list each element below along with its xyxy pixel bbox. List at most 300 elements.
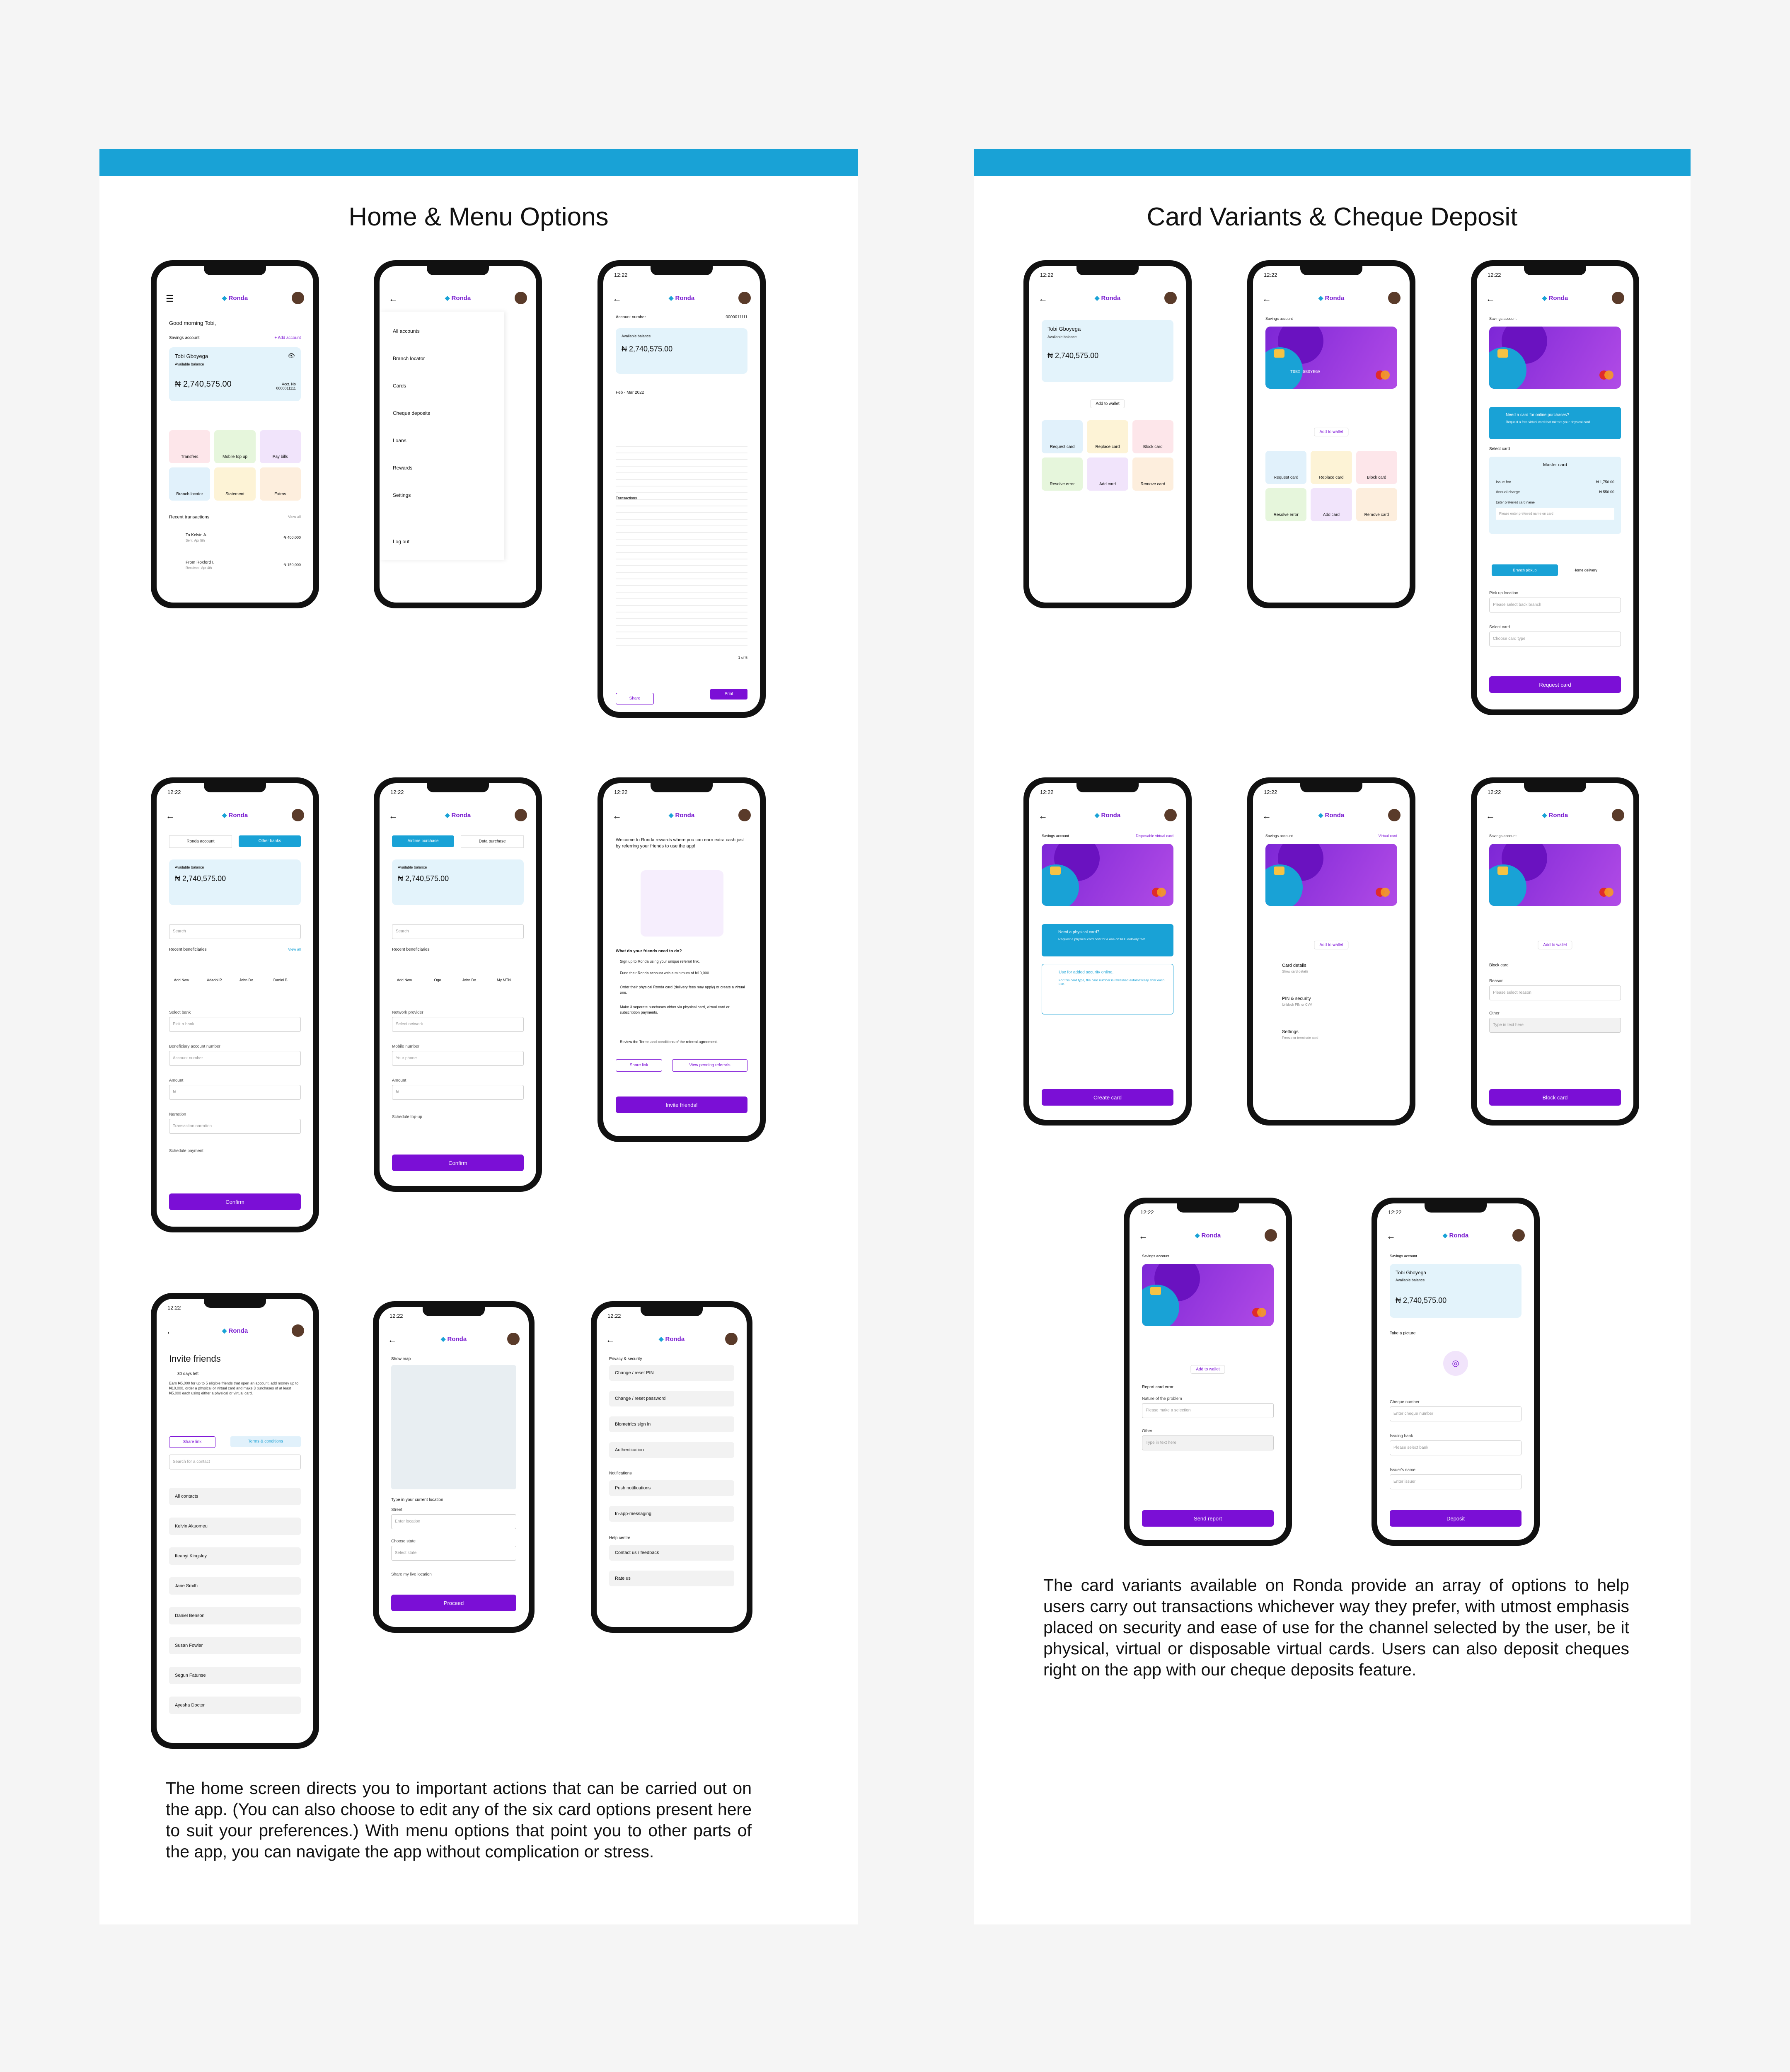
- phone-cheque-deposit: [1372, 1198, 1540, 1546]
- contact-row[interactable]: [169, 1697, 301, 1714]
- contact-row[interactable]: [169, 1607, 301, 1624]
- back-arrow-icon[interactable]: ←: [1038, 293, 1047, 304]
- balance-card: [392, 859, 524, 905]
- map-view[interactable]: [391, 1365, 516, 1489]
- app-logo: ◆ Ronda: [1542, 811, 1568, 819]
- avatar[interactable]: [515, 809, 527, 821]
- phone-home: [151, 260, 319, 608]
- transactions-label: Transactions: [616, 496, 637, 500]
- phone-invite: [151, 1293, 319, 1749]
- print-button[interactable]: Print: [710, 689, 747, 700]
- tab-ronda-account[interactable]: Ronda account: [169, 835, 232, 848]
- tile-request-card[interactable]: [1042, 420, 1083, 453]
- tile-label: Remove card: [1364, 513, 1389, 517]
- status-time: 12:22: [167, 1305, 181, 1311]
- mastercard-icon: [1376, 888, 1390, 897]
- back-arrow-icon[interactable]: ←: [388, 1334, 397, 1345]
- phone-statement: [597, 260, 766, 718]
- banner-sub: Request a physical card now for a one-off ₦00 delivery fee!: [1058, 937, 1145, 941]
- status-time: 12:22: [1040, 789, 1054, 795]
- back-arrow-icon[interactable]: ←: [389, 811, 398, 821]
- tile-resolve-error[interactable]: [1042, 457, 1083, 491]
- option-title[interactable]: PIN & security: [1282, 996, 1311, 1001]
- network-select[interactable]: Select network: [392, 1017, 524, 1032]
- savings-label: Savings account: [1142, 1254, 1170, 1258]
- physical-card-banner[interactable]: [1042, 924, 1173, 956]
- menu-item[interactable]: Rewards: [393, 465, 413, 471]
- block-card-label: Block card: [1489, 963, 1509, 968]
- invite-body: Earn ₦5,000 for up to 5 eligible friends that open an account, add money up to ₦10,000, order a physical or virtual card and make 3 purchases of at least ₦5,000 each using either a physical or virtual card.: [169, 1381, 299, 1395]
- back-arrow-icon[interactable]: ←: [166, 1326, 175, 1336]
- request-card-button[interactable]: Request card: [1489, 676, 1621, 693]
- app-logo: ◆ Ronda: [222, 811, 248, 819]
- confirm-button[interactable]: Confirm: [392, 1155, 524, 1171]
- fee-label: Annual charge: [1496, 490, 1520, 494]
- contact-name: Susan Fowler: [175, 1643, 203, 1648]
- contact-row[interactable]: [169, 1488, 301, 1505]
- bank-select[interactable]: Pick a bank: [169, 1017, 301, 1032]
- avatar[interactable]: [1612, 292, 1624, 304]
- share-link-button[interactable]: Share link: [616, 1059, 662, 1072]
- deposit-button[interactable]: Deposit: [1390, 1510, 1522, 1527]
- field-label: Narration: [169, 1112, 186, 1117]
- contact-name: Daniel Benson: [175, 1613, 205, 1618]
- back-arrow-icon[interactable]: ←: [1262, 293, 1271, 304]
- account-number-input[interactable]: Account number: [169, 1051, 301, 1066]
- tile-add-card[interactable]: [1311, 488, 1352, 521]
- online-card-banner[interactable]: [1489, 407, 1621, 439]
- contact-row[interactable]: [169, 1667, 301, 1684]
- referral-illustration: [641, 870, 723, 937]
- settings-row[interactable]: Authentication: [609, 1442, 734, 1458]
- tile-statement[interactable]: [214, 467, 255, 501]
- balance-card: [1390, 1264, 1522, 1318]
- side-menu: [380, 312, 504, 560]
- settings-row[interactable]: Contact us / feedback: [609, 1545, 734, 1561]
- proceed-button[interactable]: Proceed: [391, 1595, 516, 1611]
- settings-row[interactable]: Rate us: [609, 1571, 734, 1586]
- phone-referral: [597, 777, 766, 1142]
- settings-row[interactable]: Biometrics sign in: [609, 1416, 734, 1432]
- balance-card: [169, 347, 301, 401]
- select-card-label: Select card: [1489, 447, 1510, 451]
- mastercard-icon: [1599, 888, 1613, 897]
- phone-transfer: [151, 777, 319, 1232]
- info-sub: For this card type, the card number is refreshed automatically after each use.: [1059, 978, 1165, 986]
- state-select[interactable]: Select state: [391, 1546, 516, 1561]
- available-label: Available balance: [398, 865, 427, 869]
- view-all-link[interactable]: View all: [288, 515, 301, 519]
- beneficiary[interactable]: John Do...: [239, 978, 256, 982]
- search-input[interactable]: Search: [392, 924, 524, 939]
- avatar[interactable]: [1265, 1229, 1277, 1242]
- available-label: Available balance: [1396, 1278, 1425, 1282]
- back-arrow-icon[interactable]: ←: [1486, 811, 1495, 821]
- settings-row[interactable]: In-app-messaging: [609, 1506, 734, 1522]
- chip-icon: [1274, 867, 1284, 875]
- app-logo: ◆ Ronda: [669, 811, 694, 819]
- available-label: Available balance: [175, 362, 204, 366]
- back-arrow-icon[interactable]: ←: [1038, 811, 1047, 821]
- view-all-link[interactable]: View all: [288, 947, 301, 951]
- beneficiary[interactable]: Daniel B.: [273, 978, 289, 982]
- phone-block-card: [1471, 777, 1639, 1126]
- narration-input[interactable]: Transaction narration: [169, 1119, 301, 1134]
- cheque-number-input[interactable]: Enter cheque number: [1390, 1406, 1522, 1421]
- tile-label: Extras: [274, 492, 286, 496]
- field-label: Reason: [1489, 979, 1504, 983]
- tx-amount: ₦ 400,000: [283, 535, 301, 540]
- avatar[interactable]: [1164, 809, 1177, 821]
- tab-airtime[interactable]: Airtime purchase: [392, 835, 454, 847]
- holder-name: Tobi Gboyega: [175, 353, 208, 359]
- pref-name-input[interactable]: Please enter preferred name on card: [1496, 508, 1614, 520]
- tile-label: Add card: [1099, 482, 1116, 487]
- account-number: 0000011111: [726, 315, 747, 320]
- banner-title: Need a physical card?: [1058, 930, 1099, 934]
- tile-label: Transfers: [181, 455, 198, 459]
- mastercard-icon: [1152, 888, 1166, 897]
- panel-top-bar: [99, 149, 858, 176]
- recent-beneficiaries-title: Recent beneficiaries: [392, 947, 430, 952]
- tab-data[interactable]: Data purchase: [461, 835, 524, 848]
- field-label: Other: [1142, 1429, 1153, 1433]
- status-time: 12:22: [389, 1313, 403, 1319]
- share-location-label: Share my live location: [391, 1572, 432, 1577]
- days-left: 30 days left: [177, 1372, 199, 1376]
- avatar[interactable]: [738, 292, 751, 304]
- card-type-picker[interactable]: [1489, 457, 1621, 534]
- app-logo: ◆ Ronda: [222, 294, 248, 302]
- create-card-button[interactable]: Create card: [1042, 1089, 1173, 1106]
- savings-label: Savings account: [1489, 834, 1517, 838]
- avatar[interactable]: [507, 1333, 520, 1345]
- add-account-button[interactable]: + Add account: [274, 336, 301, 340]
- debit-card[interactable]: [1265, 327, 1397, 389]
- add-to-wallet-button[interactable]: Add to wallet: [1190, 1365, 1225, 1374]
- add-to-wallet-button[interactable]: Add to wallet: [1538, 941, 1572, 949]
- app-logo: ◆ Ronda: [445, 294, 471, 302]
- phone-virtual-card: [1247, 777, 1415, 1126]
- other-input[interactable]: Type in text here: [1489, 1018, 1621, 1033]
- settings-row[interactable]: Change / reset password: [609, 1391, 734, 1406]
- menu-item[interactable]: Branch locator: [393, 356, 425, 361]
- back-arrow-icon[interactable]: ←: [1386, 1231, 1396, 1241]
- tile-label: Request card: [1050, 445, 1075, 449]
- mastercard-icon: [1252, 1308, 1266, 1317]
- tile-replace-card[interactable]: [1311, 451, 1352, 484]
- block-card-button[interactable]: Block card: [1489, 1089, 1621, 1106]
- security-info: [1042, 964, 1173, 1014]
- panel-top-bar: [974, 149, 1691, 176]
- tile-label: Remove card: [1140, 482, 1166, 487]
- tx-date: Sent, Apr 5th: [186, 539, 205, 542]
- banner-title: Need a card for online purchases?: [1506, 413, 1569, 417]
- avatar[interactable]: [725, 1333, 738, 1345]
- debit-card[interactable]: [1489, 327, 1621, 389]
- contact-row[interactable]: [169, 1547, 301, 1565]
- option-sub: Unblock PIN or CVV: [1282, 1003, 1312, 1007]
- savings-label: Savings account: [1042, 834, 1069, 838]
- savings-label: Savings account: [1390, 1254, 1417, 1258]
- menu-item-logout[interactable]: Log out: [393, 539, 410, 545]
- tile-branch-locator[interactable]: [169, 467, 210, 501]
- app-logo: ◆ Ronda: [222, 1327, 248, 1334]
- greeting: Good morning Tobi,: [169, 320, 216, 326]
- mastercard-icon: [1376, 370, 1390, 380]
- avatar[interactable]: [292, 809, 304, 821]
- menu-icon[interactable]: ☰: [166, 293, 174, 304]
- avatar[interactable]: [738, 809, 751, 821]
- contact-row[interactable]: [169, 1518, 301, 1535]
- field-label: Select bank: [169, 1010, 191, 1015]
- add-to-wallet-button[interactable]: Add to wallet: [1314, 941, 1348, 949]
- app-logo: ◆ Ronda: [1542, 294, 1568, 302]
- statement-table: [616, 440, 747, 651]
- avatar[interactable]: [515, 292, 527, 304]
- contact-name: Ifeanyi Kingsley: [175, 1554, 207, 1559]
- tile-label: Statement: [225, 492, 244, 496]
- status-time: 12:22: [1488, 789, 1501, 795]
- add-to-wallet-button[interactable]: Add to wallet: [1314, 428, 1348, 436]
- option-title[interactable]: Settings: [1282, 1029, 1299, 1034]
- virtual-card[interactable]: [1042, 844, 1173, 906]
- virtual-card[interactable]: [1265, 844, 1397, 906]
- back-arrow-icon[interactable]: ←: [606, 1334, 615, 1345]
- holder-name: Tobi Gboyega: [1047, 326, 1081, 332]
- recent-transactions-title: Recent transactions: [169, 515, 210, 520]
- recent-beneficiaries-title: Recent beneficiaries: [169, 947, 207, 952]
- contact-name: Ayesha Doctor: [175, 1703, 205, 1708]
- tile-extras[interactable]: [260, 467, 301, 501]
- tx-date: Received, Apr 4th: [186, 566, 212, 570]
- card-type: Master card: [1543, 462, 1567, 467]
- referral-step: Make 3 seperate purchases either via physical card, virtual card or subscription payments.: [620, 1005, 730, 1014]
- beneficiary[interactable]: John Do...: [462, 978, 479, 982]
- settings-row[interactable]: Change / reset PIN: [609, 1365, 734, 1381]
- status-time: 12:22: [1388, 1209, 1402, 1215]
- show-map-label: Show map: [391, 1357, 411, 1361]
- panel-title: Card Variants & Cheque Deposit: [1147, 203, 1518, 231]
- field-label: Street: [391, 1508, 402, 1512]
- back-arrow-icon[interactable]: ←: [1139, 1231, 1148, 1241]
- tx-name: To Kelvin A.: [186, 533, 208, 537]
- avatar[interactable]: [1512, 1229, 1525, 1242]
- fee-value: ₦ 1,750.00: [1596, 480, 1614, 484]
- status-time: 12:22: [614, 272, 628, 278]
- avatar[interactable]: [292, 1324, 304, 1337]
- balance-value: ₦ 2,740,575.00: [175, 874, 226, 883]
- pref-name-label: Enter preferred card name: [1496, 501, 1535, 504]
- field-label: Nature of the problem: [1142, 1397, 1182, 1401]
- fee-value: ₦ 550.00: [1599, 490, 1614, 494]
- contact-row[interactable]: [169, 1637, 301, 1654]
- available-label: Available balance: [175, 865, 204, 869]
- back-arrow-icon[interactable]: ←: [1486, 293, 1495, 304]
- beneficiary[interactable]: Add New: [397, 978, 412, 982]
- tile-mobile-top-up[interactable]: [214, 430, 255, 463]
- app-logo: ◆ Ronda: [1318, 294, 1344, 302]
- field-label: Select card: [1489, 625, 1510, 629]
- terms-button[interactable]: Terms & conditions: [230, 1436, 301, 1447]
- status-time: 12:22: [607, 1313, 621, 1319]
- tile-label: Request card: [1273, 475, 1299, 480]
- balance-value: ₦ 2,740,575.00: [1047, 351, 1099, 360]
- phone-topup: [374, 777, 542, 1192]
- savings-label: Savings account: [1489, 317, 1517, 321]
- tile-label: Add card: [1323, 513, 1340, 517]
- card-action-grid: [1265, 451, 1397, 521]
- option-title[interactable]: Card details: [1282, 963, 1306, 968]
- tab-other-banks[interactable]: Other banks: [239, 835, 301, 847]
- tile-label: Replace card: [1319, 475, 1344, 480]
- back-arrow-icon[interactable]: ←: [166, 811, 175, 821]
- tile-block-card[interactable]: [1356, 451, 1397, 484]
- field-label: Pick up location: [1489, 591, 1519, 595]
- phone-request-card: [1471, 260, 1639, 715]
- invite-friends-button[interactable]: Invite friends!: [616, 1097, 747, 1113]
- confirm-button[interactable]: Confirm: [169, 1193, 301, 1210]
- menu-item[interactable]: Settings: [393, 492, 411, 498]
- banner-sub: Request a free virtual card that mirrors your physical card: [1506, 420, 1590, 424]
- referral-intro: Welcome to Ronda rewards where you can earn extra cash just by referring your friends to use the app!: [616, 838, 744, 849]
- contact-name: Segun Fatunse: [175, 1673, 206, 1678]
- phone-menu: [374, 260, 542, 608]
- available-label: Available balance: [622, 334, 651, 338]
- report-title: Report card error: [1142, 1385, 1174, 1389]
- field-label: Amount: [169, 1078, 184, 1083]
- referral-terms[interactable]: Review the Terms and conditions of the referral agreement.: [620, 1040, 718, 1044]
- field-label: Amount: [392, 1078, 406, 1083]
- tab-branch-pickup[interactable]: Branch pickup: [1492, 564, 1558, 576]
- share-button[interactable]: Share: [616, 693, 654, 704]
- balance-card: [169, 859, 301, 905]
- issuing-bank-select[interactable]: Please select bank: [1390, 1440, 1522, 1455]
- tile-remove-card[interactable]: [1132, 457, 1173, 491]
- beneficiary[interactable]: Ogo: [434, 978, 441, 982]
- tile-request-card[interactable]: [1265, 451, 1306, 484]
- status-time: 12:22: [1488, 272, 1501, 278]
- pending-referrals-button[interactable]: View pending referrals: [672, 1059, 747, 1072]
- debit-card[interactable]: [1142, 1264, 1274, 1326]
- referral-step: Fund their Ronda account with a minimum of ₦10,000.: [620, 971, 710, 975]
- tab-home-delivery[interactable]: Home delivery: [1573, 568, 1597, 572]
- pickup-select[interactable]: Please select back branch: [1489, 598, 1621, 612]
- back-arrow-icon[interactable]: ←: [612, 811, 622, 821]
- avatar[interactable]: [1164, 292, 1177, 304]
- status-time: 12:22: [1264, 272, 1277, 278]
- phone-report-error: [1124, 1198, 1292, 1546]
- tile-pay-bills[interactable]: [260, 430, 301, 463]
- avatar[interactable]: [1388, 292, 1401, 304]
- tile-label: Resolve error: [1050, 482, 1075, 487]
- avatar[interactable]: [1388, 809, 1401, 821]
- balance-card: [616, 328, 747, 374]
- mastercard-icon: [1599, 370, 1613, 380]
- back-arrow-icon[interactable]: ←: [1262, 811, 1271, 821]
- tx-amount: ₦ 150,000: [283, 563, 301, 567]
- section-title: Notifications: [609, 1471, 632, 1476]
- panel-description: The card variants available on Ronda provide an array of options to help users carry out transactions whichever way they prefer, with utmost emphasis placed on security and ease of use for the channel selected by the user, be it physical, virtual or disposable virtual cards. Users can also deposit cheques right on the app with our cheque deposits feature.: [1043, 1576, 1629, 1679]
- field-label: Network provider: [392, 1010, 423, 1015]
- amount-input[interactable]: ₦: [392, 1085, 524, 1100]
- app-logo: ◆ Ronda: [1095, 294, 1120, 302]
- tile-transfers[interactable]: [169, 430, 210, 463]
- tile-remove-card[interactable]: [1356, 488, 1397, 521]
- add-to-wallet-button[interactable]: Add to wallet: [1090, 399, 1125, 408]
- mobile-number-input[interactable]: Your phone: [392, 1051, 524, 1066]
- tile-add-card[interactable]: [1087, 457, 1128, 491]
- app-logo: ◆ Ronda: [1443, 1232, 1468, 1239]
- contact-search-input[interactable]: Search for a contact: [169, 1455, 301, 1469]
- card-type-label: Disposable virtual card: [1135, 834, 1173, 838]
- tile-label: Branch locator: [176, 492, 203, 496]
- send-report-button[interactable]: Send report: [1142, 1510, 1274, 1527]
- app-logo: ◆ Ronda: [445, 811, 471, 819]
- panel-description: The home screen directs you to important actions that can be carried out on the app. (You can also choose to edit any of the six card options present here to suit your preferences.) With menu options that point you to other parts of the app, you can navigate the app without complication or stress.: [166, 1779, 752, 1861]
- phone-card-view: [1247, 260, 1415, 608]
- settings-row[interactable]: Push notifications: [609, 1480, 734, 1496]
- fee-label: Issue fee: [1496, 480, 1511, 484]
- app-logo: ◆ Ronda: [441, 1335, 467, 1343]
- menu-item[interactable]: Loans: [393, 438, 406, 443]
- other-input[interactable]: Type in text here: [1142, 1435, 1274, 1450]
- debit-card[interactable]: [1489, 844, 1621, 906]
- page-title: Invite friends: [169, 1353, 221, 1364]
- contact-row[interactable]: [169, 1577, 301, 1595]
- schedule-payment-label: Schedule payment: [169, 1149, 203, 1153]
- menu-item[interactable]: Cards: [393, 383, 406, 389]
- status-time: 12:22: [614, 789, 628, 795]
- tile-label: Block card: [1367, 475, 1386, 480]
- app-logo: ◆ Ronda: [1195, 1232, 1221, 1239]
- phone-cards-menu: [1023, 260, 1192, 608]
- app-logo: ◆ Ronda: [669, 294, 694, 302]
- back-arrow-icon[interactable]: ←: [612, 293, 622, 304]
- chip-icon: [1050, 867, 1061, 875]
- beneficiary[interactable]: Add New: [174, 978, 189, 982]
- phone-map: [373, 1301, 535, 1633]
- tile-label: Replace card: [1095, 445, 1120, 449]
- menu-item[interactable]: All accounts: [393, 328, 420, 334]
- back-arrow-icon[interactable]: ←: [389, 293, 398, 304]
- card-type-select[interactable]: Choose card type: [1489, 632, 1621, 646]
- street-input[interactable]: Enter location: [391, 1514, 516, 1529]
- panel-title: Home & Menu Options: [348, 203, 609, 231]
- field-label: Mobile number: [392, 1044, 420, 1049]
- eye-icon[interactable]: 👁: [288, 352, 295, 359]
- problem-select[interactable]: Please make a selection: [1142, 1403, 1274, 1418]
- search-input[interactable]: Search: [169, 924, 301, 939]
- avatar[interactable]: [1612, 809, 1624, 821]
- beneficiary[interactable]: Adaobi P.: [207, 978, 223, 982]
- issuer-name-input[interactable]: Enter issuer: [1390, 1474, 1522, 1489]
- menu-item[interactable]: Cheque deposits: [393, 410, 431, 416]
- tile-resolve-error[interactable]: [1265, 488, 1306, 521]
- tile-replace-card[interactable]: [1087, 420, 1128, 453]
- avatar[interactable]: [292, 292, 304, 304]
- reason-select[interactable]: Please select reason: [1489, 985, 1621, 1000]
- location-label: Type in your current location: [391, 1498, 443, 1502]
- amount-input[interactable]: ₦: [169, 1085, 301, 1100]
- section-title: Help centre: [609, 1536, 631, 1540]
- tile-block-card[interactable]: [1132, 420, 1173, 453]
- tile-label: Block card: [1143, 445, 1163, 449]
- take-picture-label: Take a picture: [1390, 1331, 1416, 1336]
- camera-icon[interactable]: ◎: [1443, 1351, 1468, 1376]
- share-link-button[interactable]: Share link: [169, 1436, 215, 1448]
- beneficiary[interactable]: My MTN: [497, 978, 511, 982]
